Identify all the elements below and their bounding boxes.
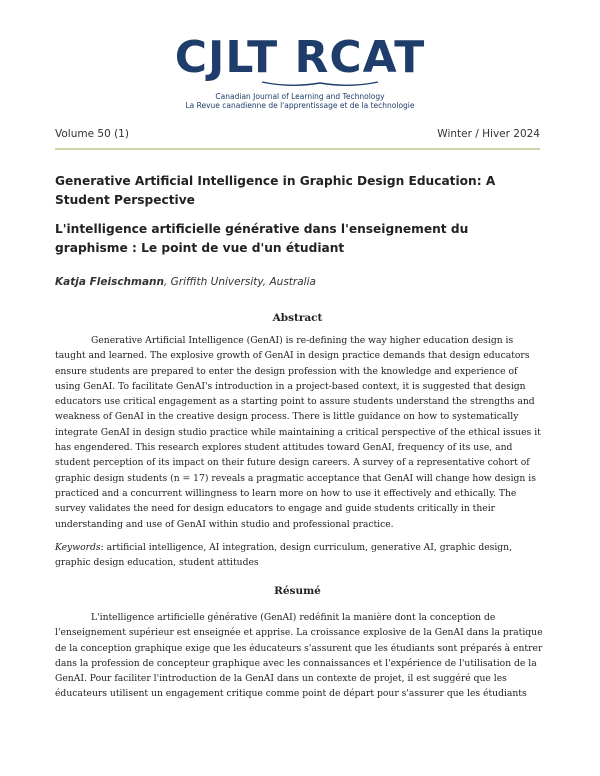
keywords [55, 540, 545, 571]
article-title-en: Generative Artificial Intelligence in Graphic Design Education: A Student Perspective [55, 174, 496, 207]
open-book-icon [260, 80, 380, 88]
issue-season: Winter / Hiver 2024 [437, 128, 540, 140]
author-line [55, 276, 540, 288]
header-divider [55, 148, 540, 150]
issue-info [55, 128, 540, 140]
author-affiliation: , Griffith University, Australia [164, 276, 316, 288]
keywords-label: Keywords [55, 542, 101, 553]
abstract-heading: Abstract [272, 312, 323, 324]
abstract-text: Generative Artificial Intelligence (GenAI) is re-defining the way higher education design is taught and learned. The explosive growth of GenAI in design practice demands that design educators ensure students are prepared to enter the design profession with the knowledge and experience of using GenAI. To facilitate GenAI's introduction in a project-based context, it is suggested that design educators use critical engagement as a starting point to assure students understand the strengths and weakness of GenAI in the creative design process. There is little guidance on how to systematically integrate GenAI in design studio practice while maintaining a critical perspective of the ethical issues it has engendered. This research explores student attitudes toward GenAI, frequency of its use, and student perception of its impact on their future design careers. A survey of a representative cohort of graphic design students (n = 17) reveals a pragmatic acceptance that GenAI will change how design is practiced and a concurrent willingness to learn more on how to use it effectively and ethically. The survey validates the need for design educators to engage and guide students critically in their understanding and use of GenAI within studio and professional practice. [55, 335, 541, 530]
journal-logo [174, 32, 426, 83]
journal-logo-text: CJLT RCAT [174, 32, 426, 83]
resume-heading: Résumé [274, 585, 321, 597]
article-titles [55, 172, 540, 258]
keywords-list: : artificial intelligence, AI integration, design curriculum, generative AI, graphic design, graphic design education, student attitudes [55, 542, 513, 569]
volume-number: Volume 50 (1) [55, 128, 129, 140]
journal-name-en: Canadian Journal of Learning and Technology [215, 92, 385, 101]
journal-masthead [0, 32, 600, 110]
article-title-fr: L'intelligence artificielle générative dans l'enseignement du graphisme : Le point de vue d'un étudiant [55, 222, 469, 255]
resume-text: L'intelligence artificielle générative (GenAI) redéfinit la manière dont la conception de l'enseignement supérieur est enseignée et apprise. La croissance explosive de la GenAI dans la pratique de la conception graphique exige que les éducateurs s'assurent que les étudiants sont préparés à entrer dans la profession de concepteur graphique avec les connaissances et l'expérience de l'utilisation de la GenAI. Pour faciliter l'introduction de la GenAI dans un contexte de projet, il est suggéré que les éducateurs utilisent un engagement critique comme point de départ pour s'assurer que les étudiants [55, 612, 543, 700]
journal-name-fr: La Revue canadienne de l'apprentissage et de la technologie [185, 101, 415, 110]
author-name: Katja Fleischmann [55, 276, 164, 288]
